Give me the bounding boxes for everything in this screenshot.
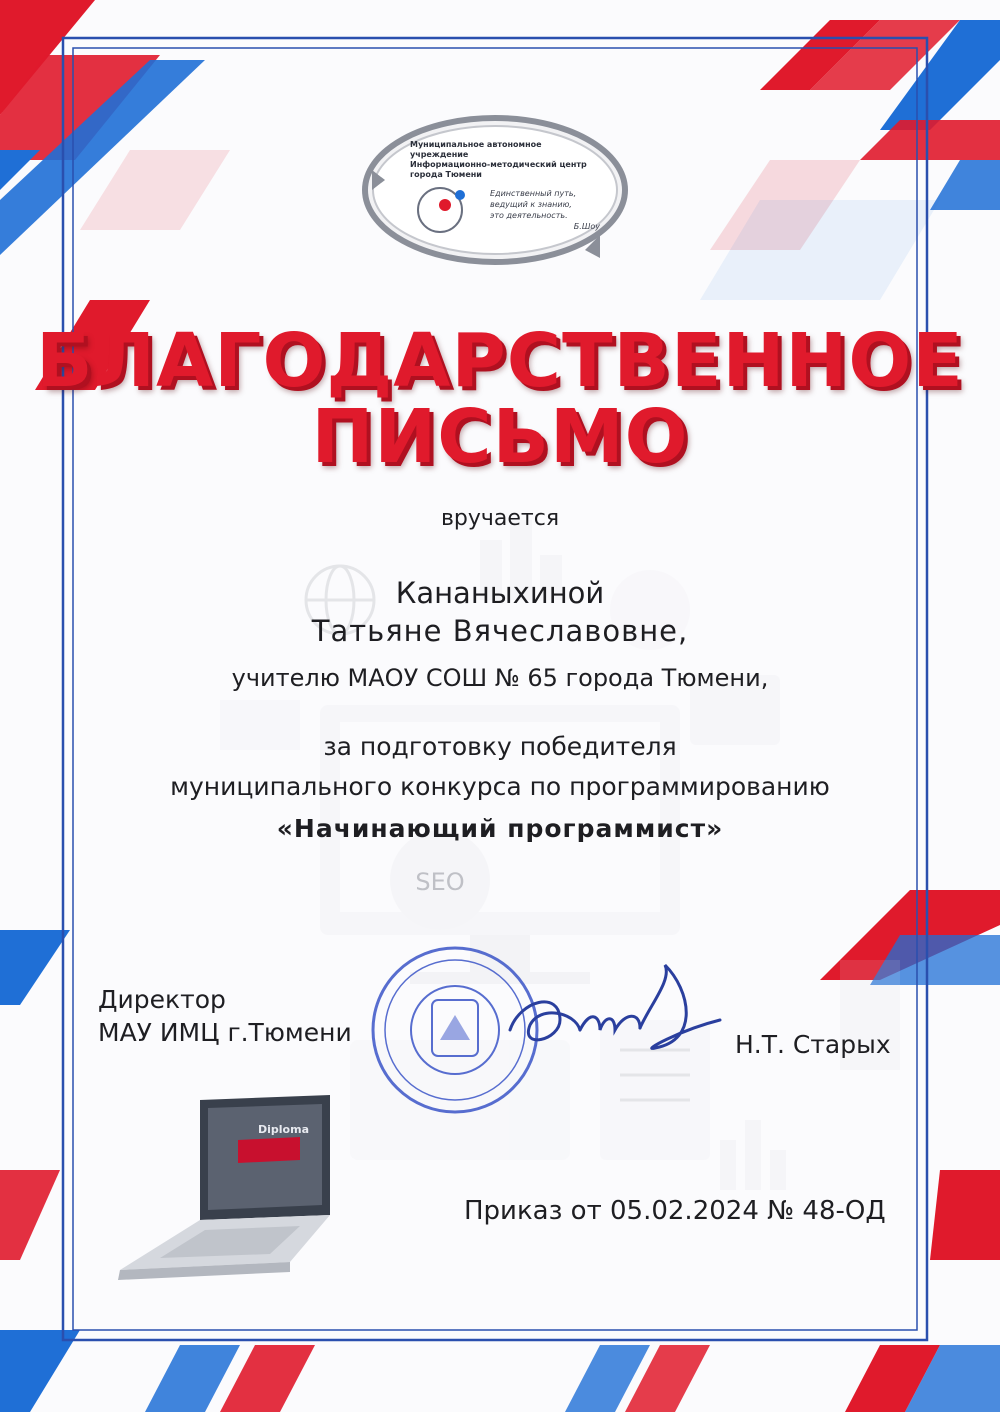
logo-quote-line: ведущий к знанию, <box>490 200 572 209</box>
director-name: Н.Т. Старых <box>735 1030 891 1059</box>
logo-line: города Тюмени <box>410 170 482 179</box>
seo-label: SEO <box>415 868 465 896</box>
logo-quote-line: Единственный путь, <box>490 189 577 198</box>
reason-line-1: за подготовку победителя <box>323 732 677 761</box>
recipient-surname: Кананыхиной <box>395 576 605 610</box>
logo-text-block <box>410 140 590 180</box>
recipient-position: учителю МАОУ СОШ № 65 города Тюмени, <box>231 664 769 692</box>
director-title: Директор <box>98 985 226 1014</box>
document-title-line-2: ПИСЬМО <box>311 394 689 480</box>
presented-to-label: вручается <box>440 506 560 531</box>
corner-stripes-bottom <box>0 1330 1000 1412</box>
reason-line-2: муниципального конкурса по программированию <box>170 772 830 801</box>
director-organization: МАУ ИМЦ г.Тюмени <box>98 1018 352 1047</box>
corner-stripes-bottom-left <box>0 930 70 1260</box>
recipient-given-names: Татьяне Вячеславовне, <box>311 614 689 648</box>
logo-line: Муниципальное автономное учреждение <box>410 140 542 159</box>
laptop-illustration <box>118 1095 330 1280</box>
logo-line: Информационно-методический центр <box>410 160 587 169</box>
logo-quote-block <box>490 188 600 232</box>
order-reference: Приказ от 05.02.2024 № 48-ОД <box>464 1196 886 1226</box>
document-title-line-1: БЛАГОДАРСТВЕННОЕ <box>36 318 964 404</box>
laptop-screen-label: Diploma <box>258 1123 309 1136</box>
contest-name: «Начинающий программист» <box>276 814 724 843</box>
logo-quote-line: это деятельность. <box>490 211 568 220</box>
logo-quote-line: Б.Шоу <box>573 222 600 231</box>
